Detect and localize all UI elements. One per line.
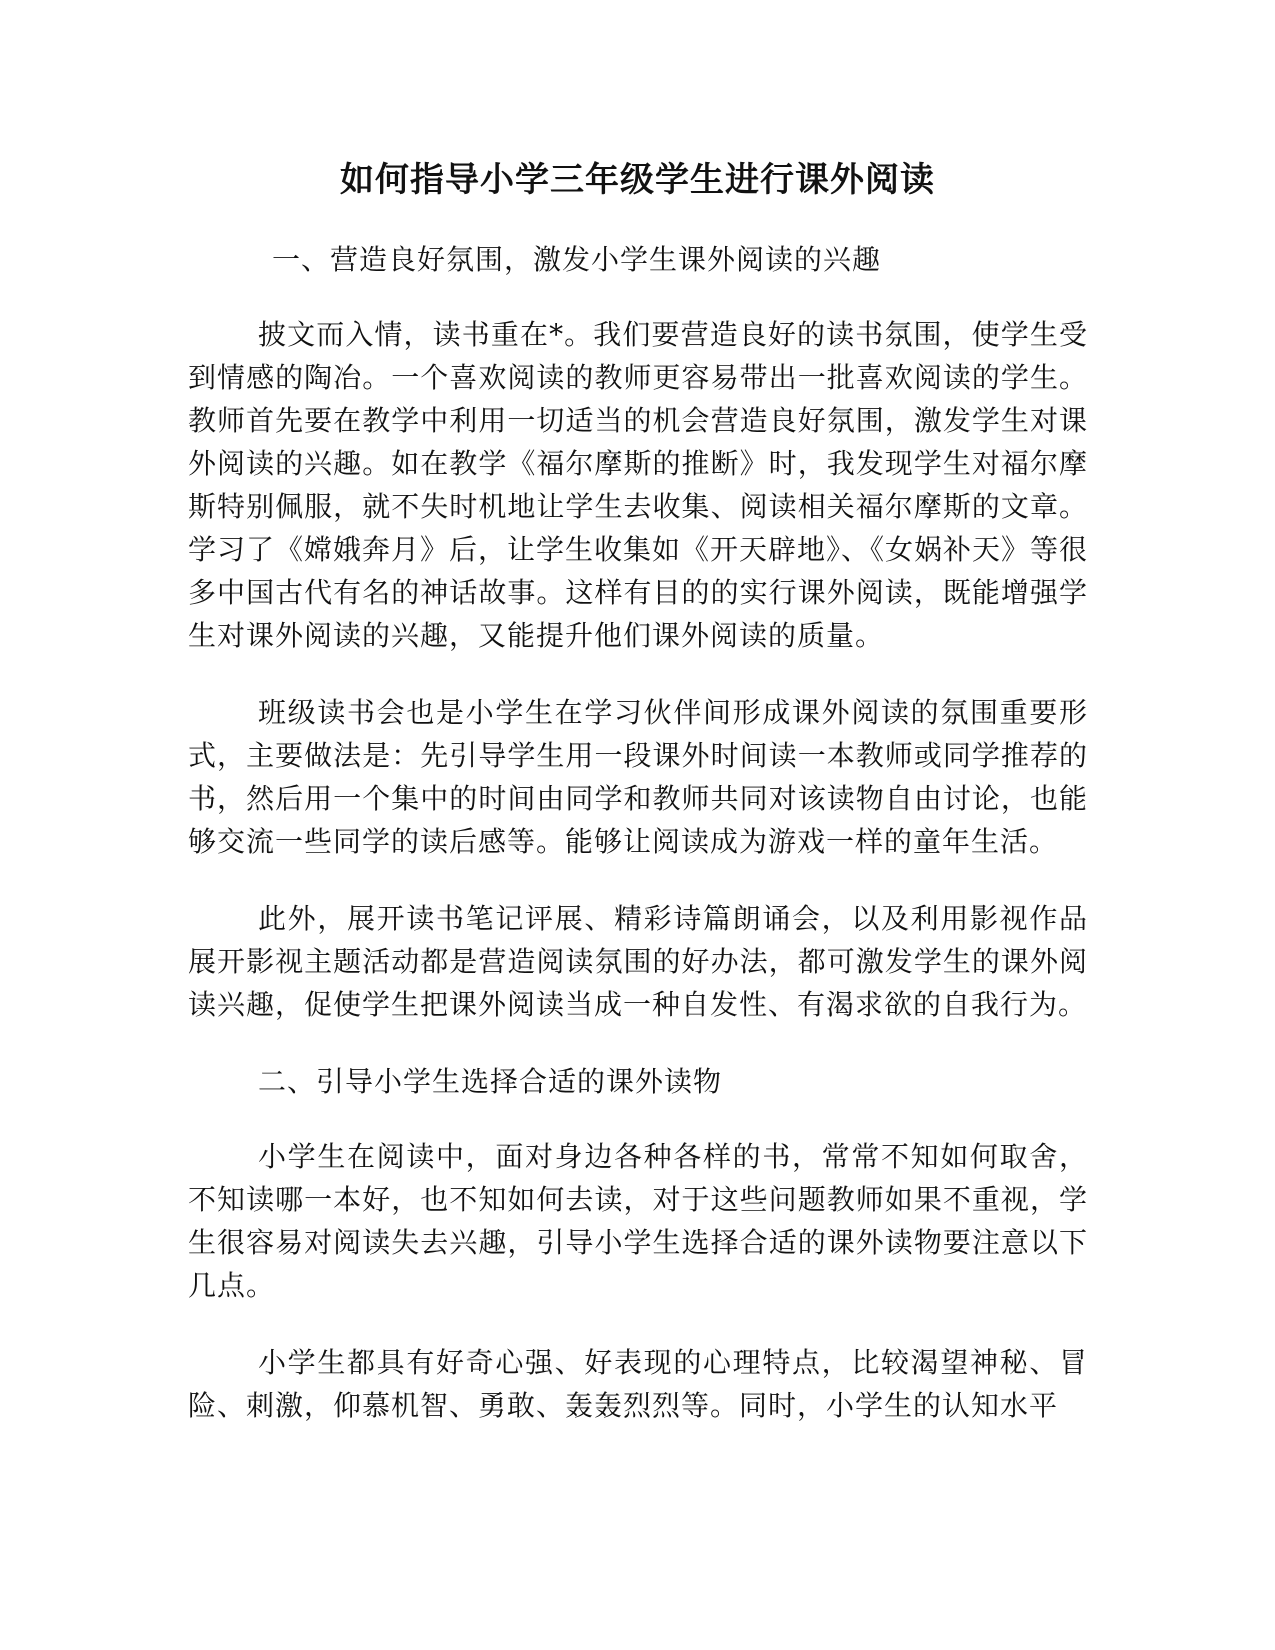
- section-heading: 二、引导小学生选择合适的课外读物: [258, 1065, 723, 1098]
- section-heading: 一、营造良好氛围，激发小学生课外阅读的兴趣: [272, 243, 882, 276]
- document-body: [188, 238, 1088, 1461]
- document-title: 如何指导小学三年级学生进行课外阅读: [340, 160, 935, 200]
- paragraph: 披文而入情，读书重在*。我们要营造良好的读书氛围，使学生受到情感的陶冶。一个喜欢阅读的教师更容易带出一批喜欢阅读的学生。教师首先要在教学中利用一切适当的机会营造良好氛围，激发学生对课外阅读的兴趣。如在教学《福尔摩斯的推断》时，我发现学生对福尔摩斯特别佩服，就不失时机地让学生去收集、阅读相关福尔摩斯的文章。学习了《嫦娥奔月》后，让学生收集如《开天辟地》、《女娲补天》等很多中国古代有名的神话故事。这样有目的的实行课外阅读，既能增强学生对课外阅读的兴趣，又能提升他们课外阅读的质量。: [188, 318, 1089, 652]
- paragraph: 班级读书会也是小学生在学习伙伴间形成课外阅读的氛围重要形式，主要做法是：先引导学生用一段课外时间读一本教师或同学推荐的书，然后用一个集中的时间由同学和教师共同对该读物自由讨论，也能够交流一些同学的读后感等。能够让阅读成为游戏一样的童年生活。: [188, 696, 1088, 858]
- paragraph: 小学生在阅读中，面对身边各种各样的书，常常不知如何取舍，不知读哪一本好，也不知如何去读，对于这些问题教师如果不重视，学生很容易对阅读失去兴趣，引导小学生选择合适的课外读物要注意以下几点。: [188, 1140, 1088, 1302]
- paragraph: 小学生都具有好奇心强、好表现的心理特点，比较渴望神秘、冒险、刺激，仰慕机智、勇敢、轰轰烈烈等。同时，小学生的认知水平: [188, 1346, 1088, 1422]
- paragraph: 此外，展开读书笔记评展、精彩诗篇朗诵会，以及利用影视作品展开影视主题活动都是营造阅读氛围的好办法，都可激发学生的课外阅读兴趣，促使学生把课外阅读当成一种自发性、有渴求欲的自我行为。: [188, 902, 1088, 1021]
